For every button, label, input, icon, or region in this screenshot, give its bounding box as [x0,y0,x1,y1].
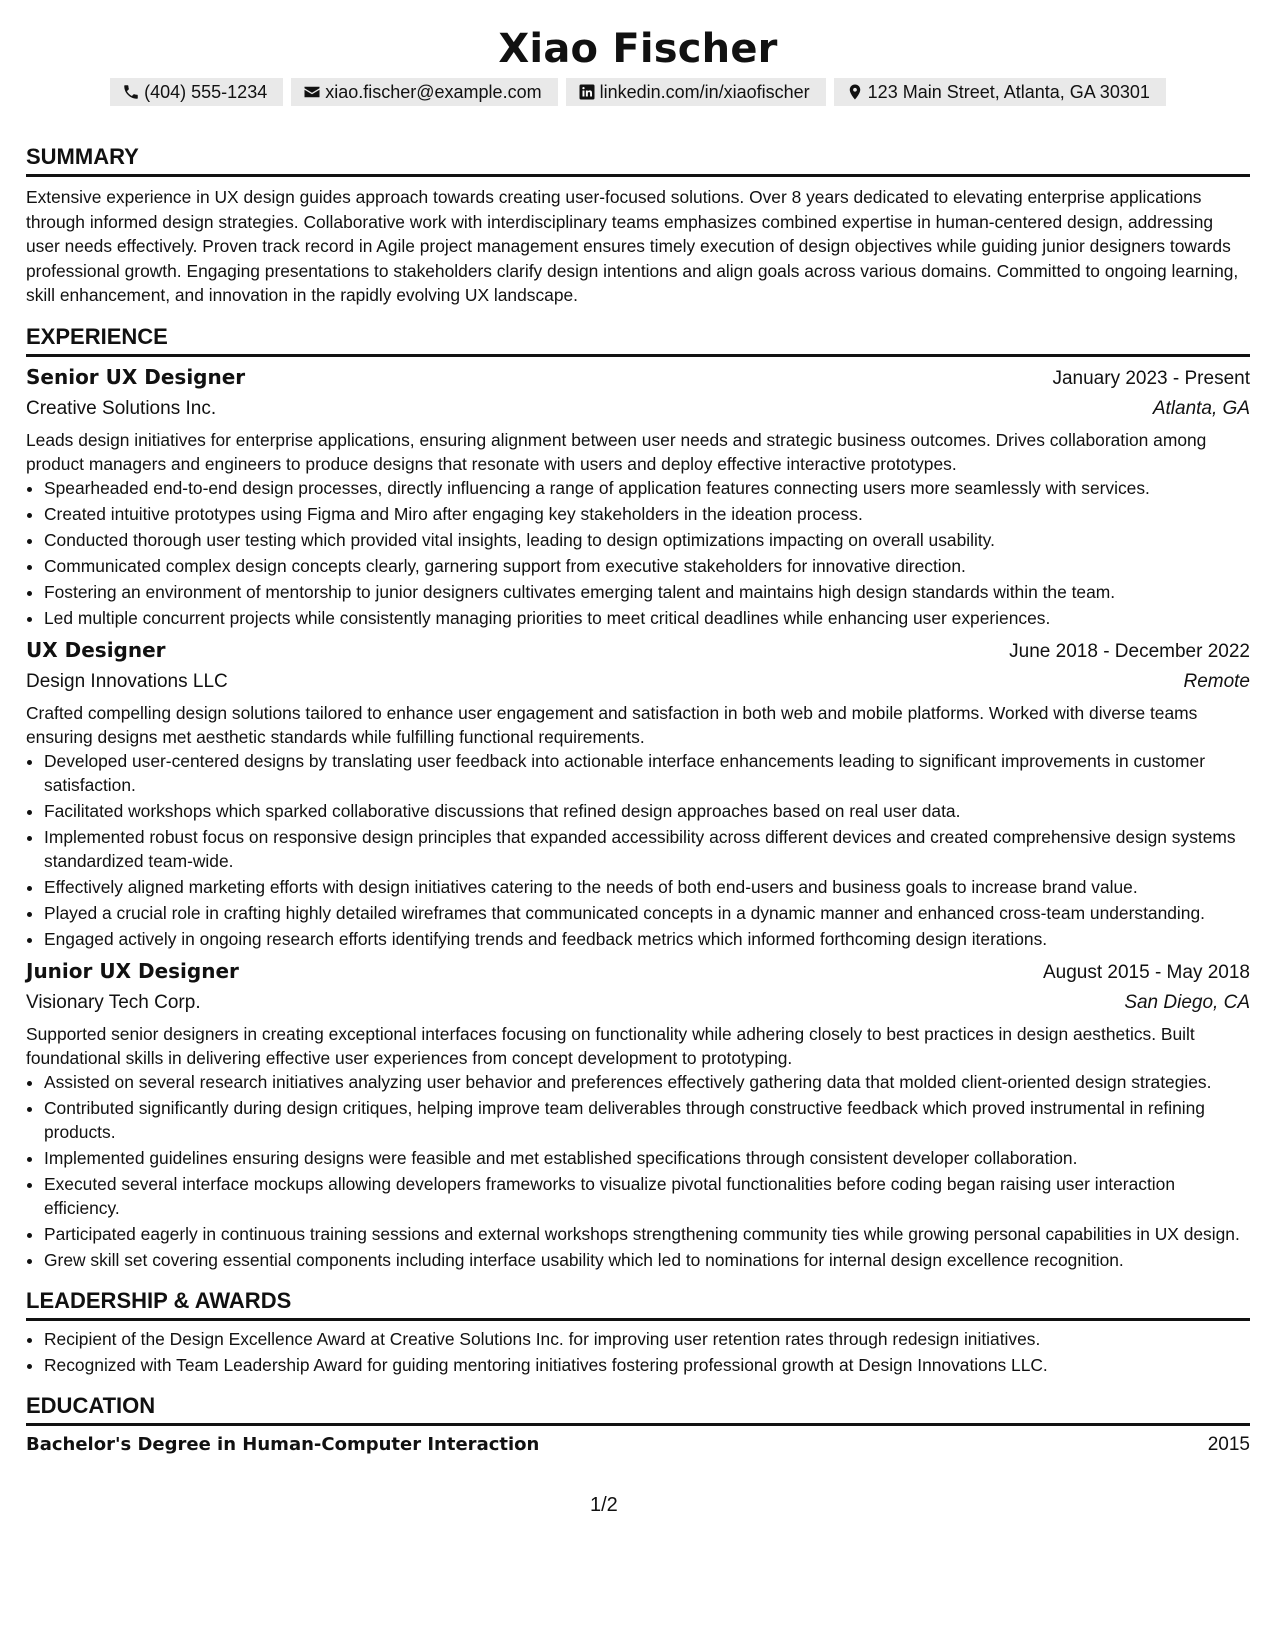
job-location: Atlanta, GA [1152,397,1250,419]
list-item: • Conducted thorough user testing which provided vital insights, leading to design optimizations impacting on overall usability. [44,528,1250,552]
list-item: • Communicated complex design concepts clearly, garnering support from executive stakeholders for innovative direction. [44,554,1250,578]
job-description: Crafted compelling design solutions tailored to enhance user engagement and satisfaction in both web and mobile platforms. Worked with diverse teams ensuring designs met aesthetic standards while fulfilling functional requirements. [26,702,1198,747]
contact-bar [26,78,1250,106]
map-pin-icon [846,83,864,101]
job-bullets [26,749,1250,951]
list-item: • Engaged actively in ongoing research efforts identifying trends and feedback metrics which informed forthcoming design iterations. [44,927,1250,951]
job-dates: January 2023 - Present [1052,367,1250,389]
job-entry [26,638,1250,951]
education-entry [26,1434,1250,1456]
list-item: • Spearheaded end-to-end design processes, directly influencing a range of application features connecting users more seamlessly with services. [44,476,1250,500]
job-company: Creative Solutions Inc. [26,397,217,419]
summary-text: Extensive experience in UX design guides approach towards creating user-focused solutions. Over 8 years dedicated to elevating enterprise applications through informed design strategies. Collaborative work with interdisciplinary teams emphasizes combined expertise in human-centered design, addressing user needs effectively. Proven track record in Agile project management ensures timely execution of design objectives while guiding junior designers towards professional growth. Engaging presentations to stakeholders clarify design intentions and align goals across various domains. Committed to ongoing learning, skill enhancement, and innovation in the rapidly evolving UX landscape. [26,187,1239,305]
list-item: • Contributed significantly during design critiques, helping improve team deliverables through constructive feedback which proved instrumental in refining products. [44,1096,1250,1144]
candidate-name: Xiao Fischer [498,26,778,72]
leadership-heading: LEADERSHIP & AWARDS [26,1288,1250,1321]
summary-heading: SUMMARY [26,144,1250,177]
list-item: • Developed user-centered designs by translating user feedback into actionable interface enhancements leading to significant improvements in customer satisfaction. [44,749,1250,797]
list-item: • Effectively aligned marketing efforts with design initiatives catering to the needs of both end-users and business goals to increase brand value. [44,875,1250,899]
list-item: • Grew skill set covering essential components including interface usability which led to nominations for internal design excellence recognition. [44,1248,1250,1272]
experience-heading: EXPERIENCE [26,324,1250,357]
education-year: 2015 [1207,1433,1250,1455]
list-item: • Participated eagerly in continuous training sessions and external workshops strengthening community ties while growing personal capabilities in UX design. [44,1222,1250,1246]
job-title: Senior UX Designer [26,364,246,389]
linkedin-text: linkedin.com/in/xiaofischer [599,82,810,102]
education-heading: EDUCATION [26,1393,1250,1426]
list-item: • Recipient of the Design Excellence Award at Creative Solutions Inc. for improving user retention rates through redesign initiatives. [44,1327,1250,1351]
job-title: UX Designer [26,637,166,662]
job-bullets [26,476,1250,630]
contact-email[interactable] [291,78,557,106]
job-company: Visionary Tech Corp. [26,991,201,1013]
email-text: xiao.fischer@example.com [325,82,542,102]
job-location: San Diego, CA [1124,991,1250,1013]
resume-page [26,0,1250,1456]
job-entry [26,365,1250,630]
list-item: • Implemented robust focus on responsive design principles that expanded accessibility across different devices and created comprehensive design systems standardized team-wide. [44,825,1250,873]
phone-icon [122,83,140,101]
job-dates: August 2015 - May 2018 [1042,961,1250,983]
job-entry [26,959,1250,1272]
address-text: 123 Main Street, Atlanta, GA 30301 [867,82,1150,102]
contact-phone[interactable] [110,78,283,106]
list-item: • Recognized with Team Leadership Award for guiding mentoring initiatives fostering professional growth at Design Innovations LLC. [44,1353,1250,1377]
list-item: • Played a crucial role in crafting highly detailed wireframes that communicated concepts in a dynamic manner and enhanced cross-team understanding. [44,901,1250,925]
job-title: Junior UX Designer [26,958,239,983]
list-item: • Facilitated workshops which sparked collaborative discussions that refined design approaches based on real user data. [44,799,1250,823]
job-description: Leads design initiatives for enterprise applications, ensuring alignment between user needs and strategic business outcomes. Drives collaboration among product managers and engineers to produce designs that resonate with users and deploy effective interactive prototypes. [26,429,1207,474]
leadership-bullets [26,1327,1250,1377]
job-description: Supported senior designers in creating exceptional interfaces focusing on functionality while adhering closely to best practices in design aesthetics. Built foundational skills in delivering effective user experiences from concept development to prototyping. [26,1023,1195,1068]
list-item: • Executed several interface mockups allowing developers frameworks to visualize pivotal functionalities before coding began raising user interaction efficiency. [44,1172,1250,1220]
job-bullets [26,1070,1250,1272]
list-item: • Led multiple concurrent projects while consistently managing priorities to meet critical deadlines while enhancing user experiences. [44,606,1250,630]
phone-text: (404) 555-1234 [144,82,268,102]
envelope-icon [303,83,321,101]
linkedin-icon [578,83,596,101]
education-degree: Bachelor's Degree in Human-Computer Interaction [26,1433,540,1455]
job-dates: June 2018 - December 2022 [1009,640,1250,662]
list-item: • Fostering an environment of mentorship to junior designers cultivates emerging talent and maintains high design standards within the team. [44,580,1250,604]
list-item: • Implemented guidelines ensuring designs were feasible and met established specifications through consistent developer collaboration. [44,1146,1250,1170]
contact-address[interactable] [834,78,1166,106]
list-item: • Created intuitive prototypes using Figma and Miro after engaging key stakeholders in the ideation process. [44,502,1250,526]
contact-linkedin[interactable] [566,78,826,106]
page-number: 1/2 [590,1494,618,1516]
job-company: Design Innovations LLC [26,670,228,692]
job-location: Remote [1183,670,1250,692]
list-item: • Assisted on several research initiatives analyzing user behavior and preferences effectively gathering data that molded client-oriented design strategies. [44,1070,1250,1094]
